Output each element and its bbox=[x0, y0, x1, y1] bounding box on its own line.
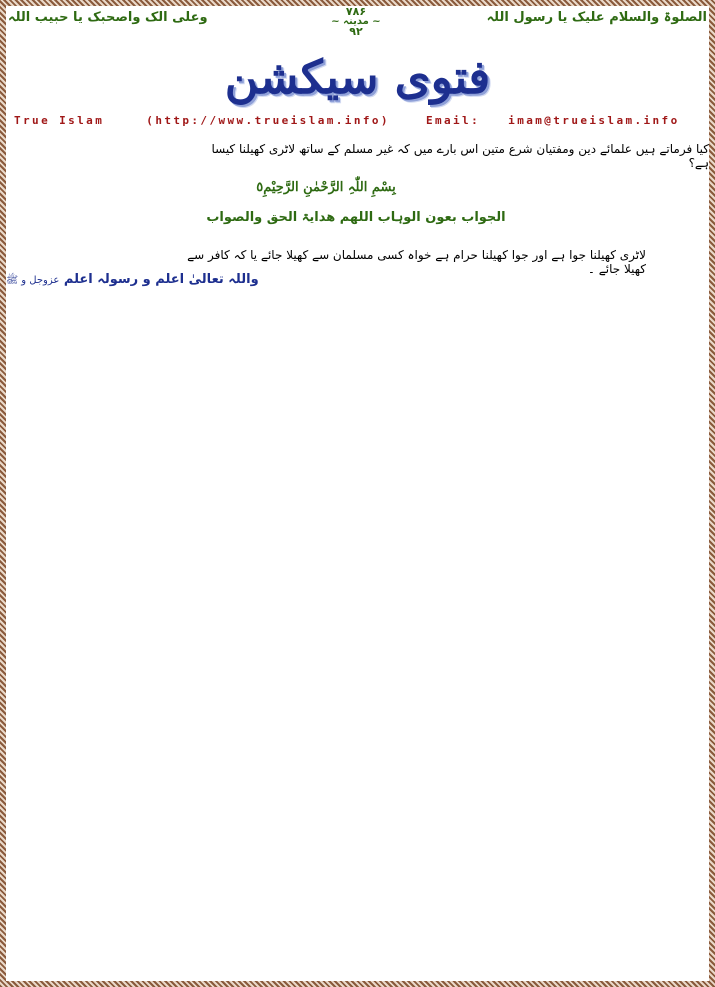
page-title: فتوی سیکشن bbox=[224, 50, 491, 104]
closing-text: واللہ تعالیٰ اعلم و رسولہ اعلم bbox=[63, 272, 259, 287]
bismillah: بِسْمِ اللّٰہِ الرَّحْمٰنِ الرَّحِیْمِ٥ bbox=[256, 180, 396, 195]
answer-heading: الجواب بعون الوہاب اللھم ھدایۃ الحق والصواب bbox=[206, 210, 506, 225]
answer-text: لاٹری کھیلنا جوا ہے اور جوا کھیلنا حرام ہے خواہ کسی مسلمان سے کھیلا جائے یا کہ کافر سے کھیلا جائے ۔ bbox=[187, 248, 646, 276]
email-link[interactable]: imam@trueislam.info bbox=[508, 114, 680, 127]
closing-line bbox=[6, 272, 259, 288]
page-year: ۹۲ bbox=[349, 25, 363, 38]
site-name: True Islam bbox=[14, 114, 105, 127]
email-label: Email: bbox=[425, 114, 481, 127]
header-salutation-right: الصلوۃ والسلام علیک یا رسول اللہ bbox=[486, 10, 707, 25]
fatwa-page bbox=[6, 6, 709, 981]
site-url-link[interactable]: (http://www.trueislam.info) bbox=[146, 114, 390, 127]
page-separator: ~ مدینہ ~ bbox=[331, 16, 381, 27]
page-number: ۷۸۶ bbox=[345, 5, 367, 18]
header-salutation-left: وعلی الک واصحبک یا حبیب اللہ bbox=[8, 10, 208, 25]
closing-honorific: عزوجل و ﷺ bbox=[6, 275, 60, 286]
site-info-line bbox=[14, 114, 704, 127]
page-number-block bbox=[326, 6, 386, 37]
question-text: کیا فرماتے ہیں علمائے دین ومفتیان شرع متین اس بارے میں کہ غیر مسلم کے ساتھ لاٹری کھیلنا کیسا ہے؟ bbox=[211, 142, 709, 170]
